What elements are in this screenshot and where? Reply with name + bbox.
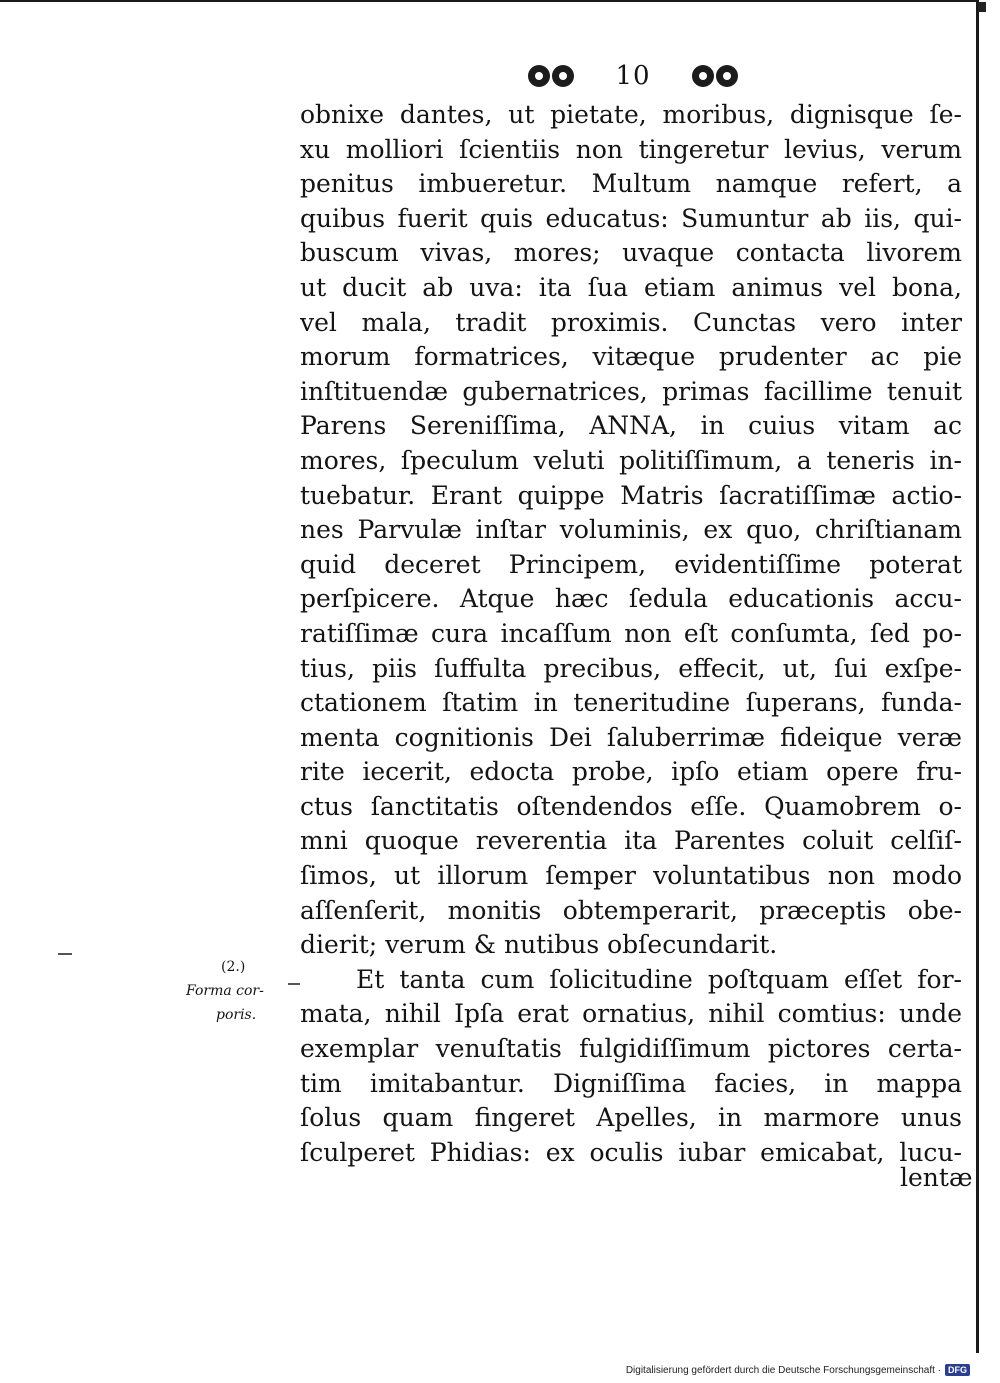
ornament-left — [528, 65, 574, 87]
dfg-logo: DFG — [945, 1364, 970, 1376]
rosette-ornament-icon — [528, 65, 550, 87]
marginal-note — [186, 955, 286, 1027]
text-line: vel mala, tradit proximis. Cunctas vero inter — [300, 307, 962, 337]
text-line: ſimos, ut illorum ſemper voluntatibus non modo — [300, 861, 962, 891]
text-line: perſpicere. Atque hæc ſedula educationis accu- — [300, 584, 962, 614]
text-line: ſolus quam fingeret Apelles, in marmore unus — [300, 1103, 962, 1133]
margin-mark — [288, 983, 300, 985]
text-line: ratiſſimæ cura incaſſum non eſt conſumta, ſed po- — [300, 618, 962, 648]
digitization-credit — [626, 1364, 970, 1376]
page-number: 10 — [615, 61, 651, 91]
body-text — [300, 98, 962, 1170]
margin-mark — [58, 953, 72, 955]
paragraph-start-line: Et tanta cum ſolicitudine poſtquam eſſet for- — [356, 964, 962, 994]
page-header — [528, 58, 738, 94]
text-line: ctus ſanctitatis oſtendendos eſſe. Quamobrem o- — [300, 791, 962, 821]
corner-mark — [978, 2, 986, 12]
rosette-ornament-icon — [552, 65, 574, 87]
text-line: ut ducit ab uva: ita ſua etiam animus vel bona, — [300, 272, 962, 302]
text-line: exemplar venuſtatis fulgidiſſimum pictores certa- — [300, 1034, 962, 1064]
text-line: menta cognitionis Dei ſaluberrimæ fideique veræ — [300, 722, 962, 752]
text-line: aſſenſerit, monitis obtemperarit, præceptis obe- — [300, 895, 962, 925]
text-line: penitus imbueretur. Multum namque refert, a — [300, 169, 962, 199]
text-line: tius, piis ſuffulta precibus, effecit, ut, ſui exſpe- — [300, 653, 962, 683]
text-line: inſtituendæ gubernatrices, primas facillime tenuit — [300, 376, 962, 406]
text-line: mata, nihil Ipſa erat ornatius, nihil comtius: unde — [300, 999, 962, 1029]
text-line: obnixe dantes, ut pietate, moribus, dignisque ſe- — [300, 100, 962, 129]
text-line: tuebatur. Erant quippe Matris ſacratiſſimæ actio- — [300, 480, 962, 510]
text-line: quibus fuerit quis educatus: Sumuntur ab iis, qui- — [300, 203, 962, 233]
text-line: xu molliori ſcientiis non tingeretur levius, verum — [300, 134, 962, 164]
marginal-note-number: (2.) — [221, 959, 246, 975]
text-line: ctationem ſtatim in teneritudine ſuperans, funda- — [300, 688, 962, 718]
page-edge-right — [976, 0, 979, 1353]
text-line: dierit; verum & nutibus obſecundarit. — [300, 930, 778, 960]
page-edge-top — [0, 0, 978, 2]
text-line: nes Parvulæ inſtar voluminis, ex quo, chriſtianam — [300, 515, 962, 545]
text-line: tim imitabantur. Digniſſima facies, in mappa — [300, 1068, 962, 1098]
text-line: ſculperet Phidias: ex oculis iubar emicabat, lucu- — [300, 1137, 962, 1167]
marginal-note-line: poris. — [216, 1007, 257, 1023]
marginal-note-line: Forma cor- — [186, 983, 264, 999]
rosette-ornament-icon — [716, 65, 738, 87]
text-line: rite iecerit, edocta probe, ipſo etiam opere fru- — [300, 757, 962, 787]
catchword: lentæ — [900, 1163, 973, 1192]
credit-text: Digitalisierung gefördert durch die Deutsche Forschungsgemeinschaft · — [625, 1364, 941, 1376]
text-line: Parens Sereniſſima, ANNA, in cuius vitam ac — [300, 411, 962, 441]
text-line: quid deceret Principem, evidentiſſime poterat — [300, 549, 962, 579]
rosette-ornament-icon — [692, 65, 714, 87]
text-line: mni quoque reverentia ita Parentes coluit celſiſ- — [300, 826, 962, 856]
text-line: buscum vivas, mores; uvaque contacta livorem — [300, 238, 962, 268]
text-line: morum formatrices, vitæque prudenter ac pie — [300, 342, 962, 372]
ornament-right — [692, 65, 738, 87]
text-line: mores, ſpeculum veluti politiſſimum, a teneris in- — [300, 445, 962, 475]
